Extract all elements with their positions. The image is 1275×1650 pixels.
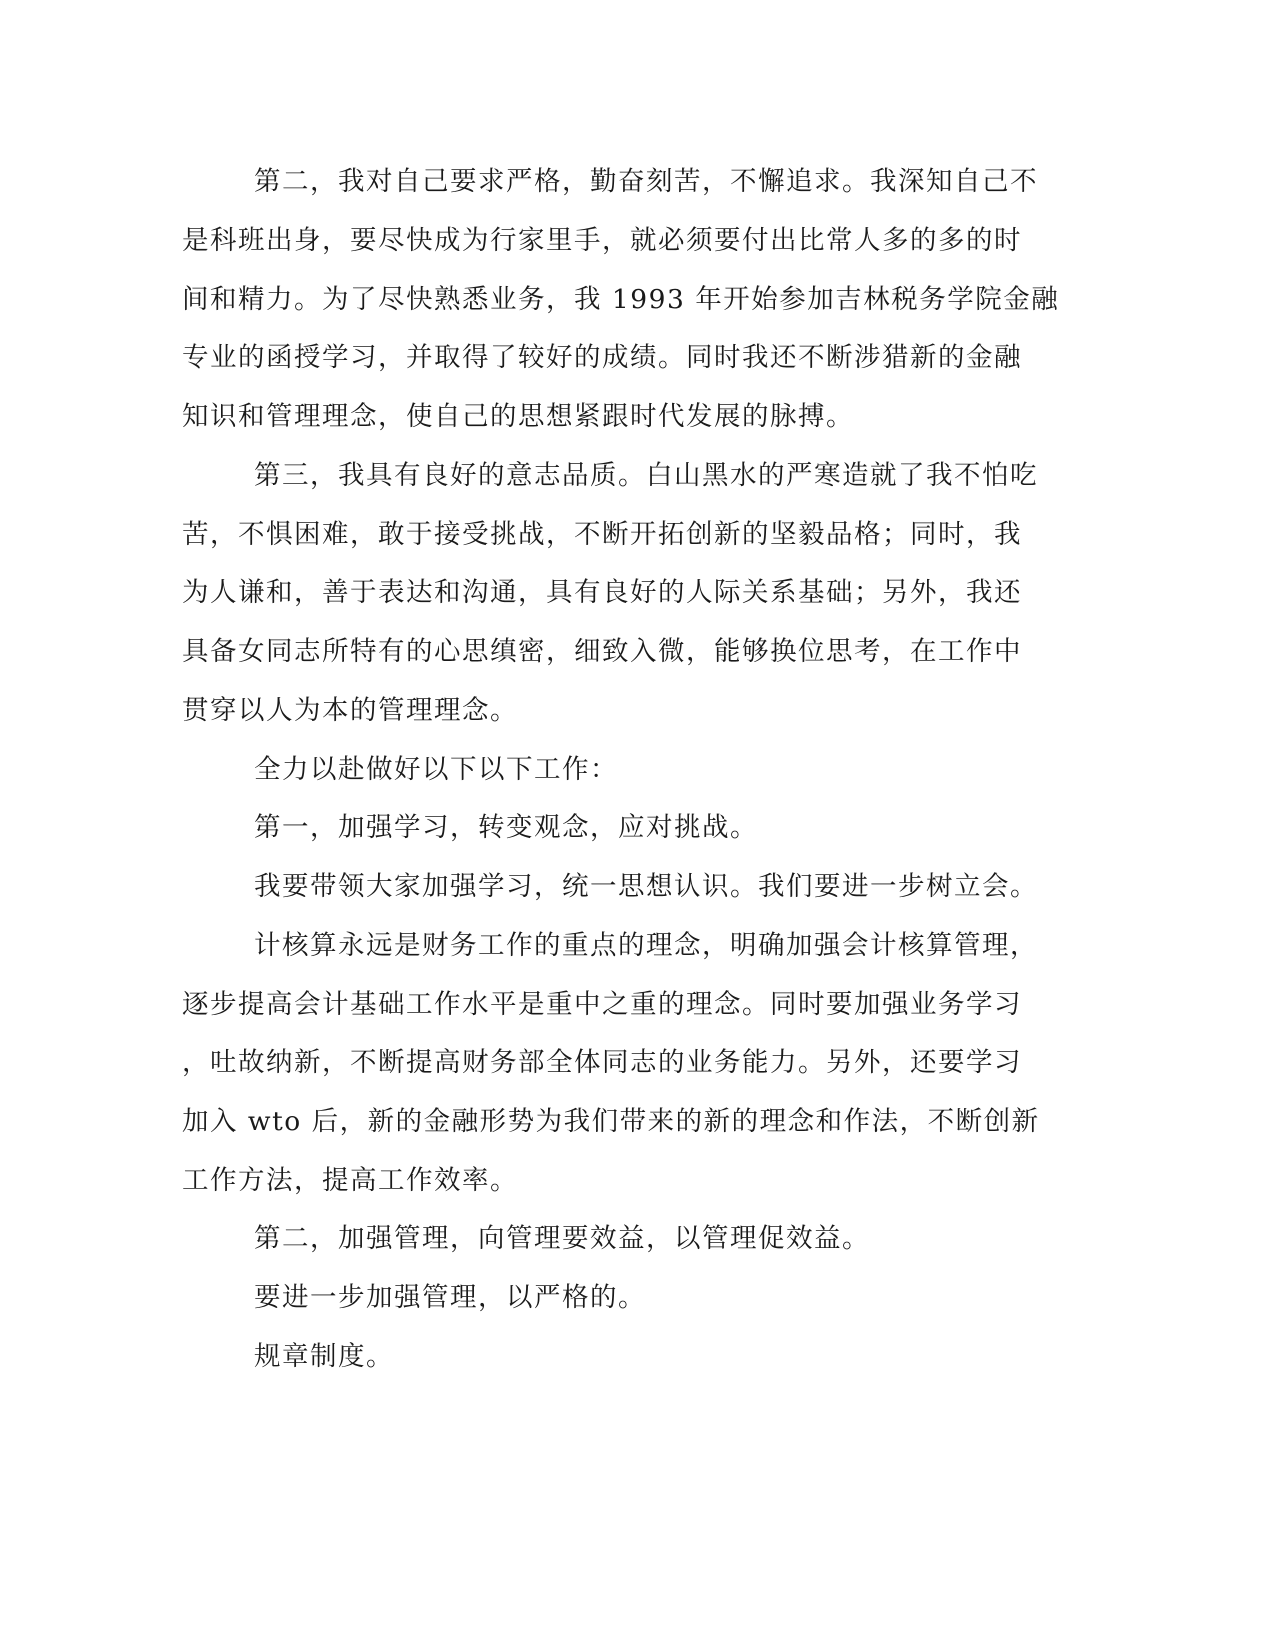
paragraph-line: 具备女同志所特有的心思缜密，细致入微，能够换位思考，在工作中 [182, 636, 1022, 667]
paragraph-line: 第二，我对自己要求严格，勤奋刻苦，不懈追求。我深知自己不 [254, 166, 1038, 197]
paragraph-line: 我要带领大家加强学习，统一思想认识。我们要进一步树立会。 [254, 871, 1038, 902]
paragraph-line: 计核算永远是财务工作的重点的理念，明确加强会计核算管理， [254, 930, 1038, 961]
paragraph-line: 知识和管理理念，使自己的思想紧跟时代发展的脉搏。 [182, 401, 854, 432]
paragraph-line: 是科班出身，要尽快成为行家里手，就必须要付出比常人多的多的时 [182, 225, 1022, 256]
paragraph-line: ，吐故纳新，不断提高财务部全体同志的业务能力。另外，还要学习 [182, 1047, 1022, 1078]
paragraph-line: 苦，不惧困难，敢于接受挑战，不断开拓创新的坚毅品格；同时，我 [182, 519, 1022, 550]
paragraph-line: 要进一步加强管理，以严格的。 [254, 1282, 646, 1313]
paragraph-line: 专业的函授学习，并取得了较好的成绩。同时我还不断涉猎新的金融 [182, 342, 1022, 373]
paragraph-line: 逐步提高会计基础工作水平是重中之重的理念。同时要加强业务学习 [182, 989, 1022, 1020]
paragraph-line: 第二，加强管理，向管理要效益，以管理促效益。 [254, 1223, 870, 1254]
paragraph-line: 第三，我具有良好的意志品质。白山黑水的严寒造就了我不怕吃 [254, 460, 1038, 491]
paragraph-line: 为人谦和，善于表达和沟通，具有良好的人际关系基础；另外，我还 [182, 577, 1022, 608]
paragraph-line: 加入 wto 后，新的金融形势为我们带来的新的理念和作法，不断创新 [182, 1106, 1040, 1137]
paragraph-line: 工作方法，提高工作效率。 [182, 1165, 518, 1196]
paragraph-line: 间和精力。为了尽快熟悉业务，我 1993 年开始参加吉林税务学院金融 [182, 284, 1060, 315]
paragraph-line: 规章制度。 [254, 1341, 394, 1372]
paragraph-line: 第一，加强学习，转变观念，应对挑战。 [254, 812, 758, 843]
paragraph-line: 贯穿以人为本的管理理念。 [182, 695, 518, 726]
paragraph-line: 全力以赴做好以下以下工作： [254, 754, 618, 785]
